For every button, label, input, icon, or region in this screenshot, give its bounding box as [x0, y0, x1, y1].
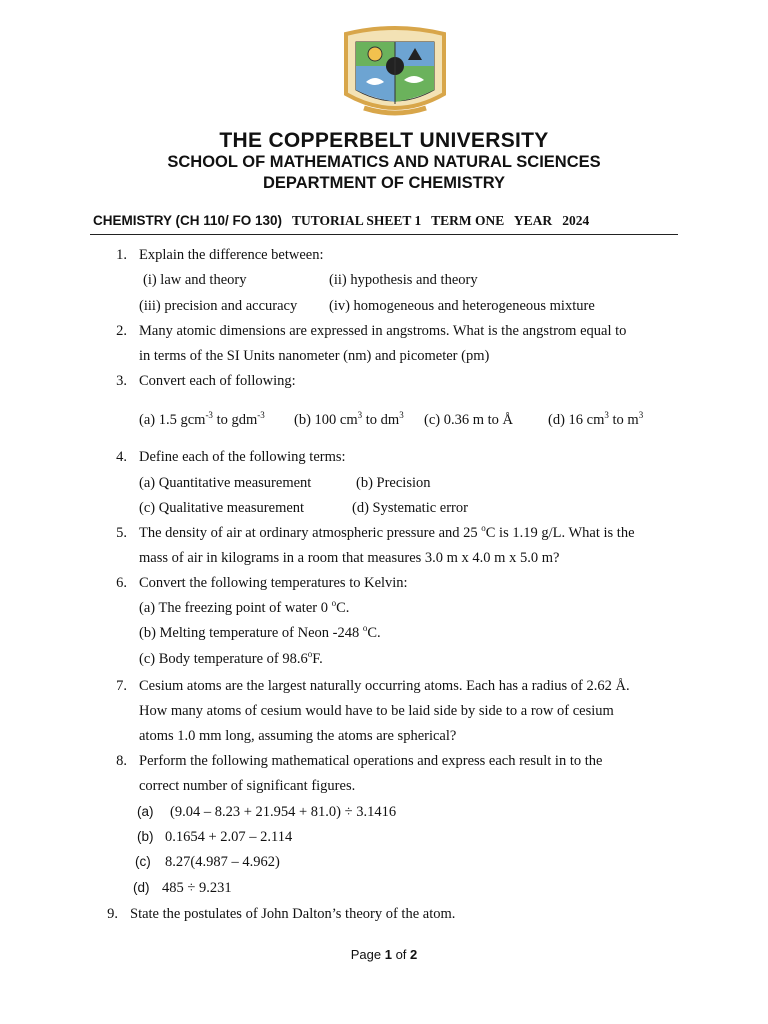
page-total: 2 — [410, 947, 418, 962]
term-label: TERM ONE — [431, 213, 505, 228]
q8-part-a: (9.04 – 8.23 + 21.954 + 81.0) ÷ 3.1416 — [170, 804, 397, 820]
q2-line2: in terms of the SI Units nanometer (nm) and picometer (pm) — [139, 348, 490, 364]
q2-number: 2. — [116, 323, 127, 339]
q1-text: Explain the difference between: — [139, 247, 324, 263]
q3-part-c: (c) 0.36 m to Å — [424, 412, 513, 428]
q5-line1: The density of air at ordinary atmospheric pressure and 25 $^o$C is 1.19 g/L. What is the — [139, 523, 635, 541]
q6-part-b: (b) Melting temperature of Neon -248 $^o$C. — [139, 623, 381, 641]
q1-part-iv: (iv) homogeneous and heterogeneous mixture — [329, 298, 595, 314]
q1-part-i: (i) law and theory — [143, 272, 247, 288]
q3-part-b: (b) 100 $cm^3$ to $dm^3$ — [294, 410, 404, 428]
q2-line1: Many atomic dimensions are expressed in angstroms. What is the angstrom equal to — [139, 323, 627, 339]
header-divider — [90, 234, 678, 235]
crest-icon — [342, 24, 448, 120]
q6-part-c: (c) Body temperature of 98.6$^o$F. — [139, 649, 323, 667]
q7-number: 7. — [116, 678, 127, 694]
of-word: of — [395, 947, 407, 962]
q7-line1: Cesium atoms are the largest naturally occurring atoms. Each has a radius of 2.62 Å. — [139, 678, 630, 694]
q8-label-c: (c) — [135, 854, 151, 869]
q5-number: 5. — [116, 525, 127, 541]
q7-line2: How many atoms of cesium would have to be laid side by side to a row of cesium — [139, 703, 614, 719]
department-title: DEPARTMENT OF CHEMISTRY — [263, 174, 505, 192]
tutorial-sheet-label: TUTORIAL SHEET 1 — [291, 213, 422, 228]
q4-part-b: (b) Precision — [356, 475, 431, 491]
q9-text: State the postulates of John Dalton’s theory of the atom. — [130, 906, 456, 922]
q6-part-a: (a) The freezing point of water 0 $^o$C. — [139, 598, 350, 616]
q8-number: 8. — [116, 753, 127, 769]
q8-line1: Perform the following mathematical operations and express each result in to the — [139, 753, 603, 769]
q1-part-ii: (ii) hypothesis and theory — [329, 272, 478, 288]
q5-line2: mass of air in kilograms in a room that measures 3.0 m x 4.0 m x 5.0 m? — [139, 550, 560, 566]
q6-text: Convert the following temperatures to Kelvin: — [139, 575, 408, 591]
q4-text: Define each of the following terms: — [139, 449, 346, 465]
course-code: CHEMISTRY (CH 110/ FO 130) — [93, 213, 283, 228]
q8-label-a: (a) — [137, 804, 154, 819]
q8-label-d: (d) — [133, 880, 150, 895]
q1-number: 1. — [116, 247, 127, 263]
q3-number: 3. — [116, 373, 127, 389]
page-footer — [0, 947, 768, 962]
page-number: 1 — [384, 947, 392, 962]
q4-number: 4. — [116, 449, 127, 465]
school-title: SCHOOL OF MATHEMATICS AND NATURAL SCIENCES — [167, 153, 601, 171]
q3-text: Convert each of following: — [139, 373, 296, 389]
year-label: YEAR 2024 — [513, 213, 590, 228]
q8-line2: correct number of significant figures. — [139, 778, 356, 794]
university-title: THE COPPERBELT UNIVERSITY — [219, 129, 549, 152]
q3-part-d: (d) 16 $cm^3$ to $m^3$ — [548, 410, 644, 428]
q4-part-c: (c) Qualitative measurement — [139, 500, 305, 516]
q8-label-b: (b) — [137, 829, 154, 844]
q1-part-iii: (iii) precision and accuracy — [139, 298, 298, 314]
q8-part-b: 0.1654 + 2.07 – 2.114 — [165, 829, 293, 845]
q4-part-a: (a) Quantitative measurement — [139, 475, 312, 491]
q9-number: 9. — [107, 906, 118, 922]
q8-part-c: 8.27(4.987 – 4.962) — [165, 854, 280, 870]
course-header-line — [93, 213, 589, 229]
q6-number: 6. — [116, 575, 127, 591]
q8-part-d: 485 ÷ 9.231 — [162, 880, 232, 896]
page-word: Page — [350, 947, 382, 962]
q4-part-d: (d) Systematic error — [352, 500, 468, 516]
university-crest-logo — [342, 24, 448, 120]
q7-line3: atoms 1.0 mm long, assuming the atoms are spherical? — [139, 728, 457, 744]
q3-part-a: (a) 1.5 gcm$^{-3}$ to gdm$^{-3}$ — [139, 410, 265, 428]
